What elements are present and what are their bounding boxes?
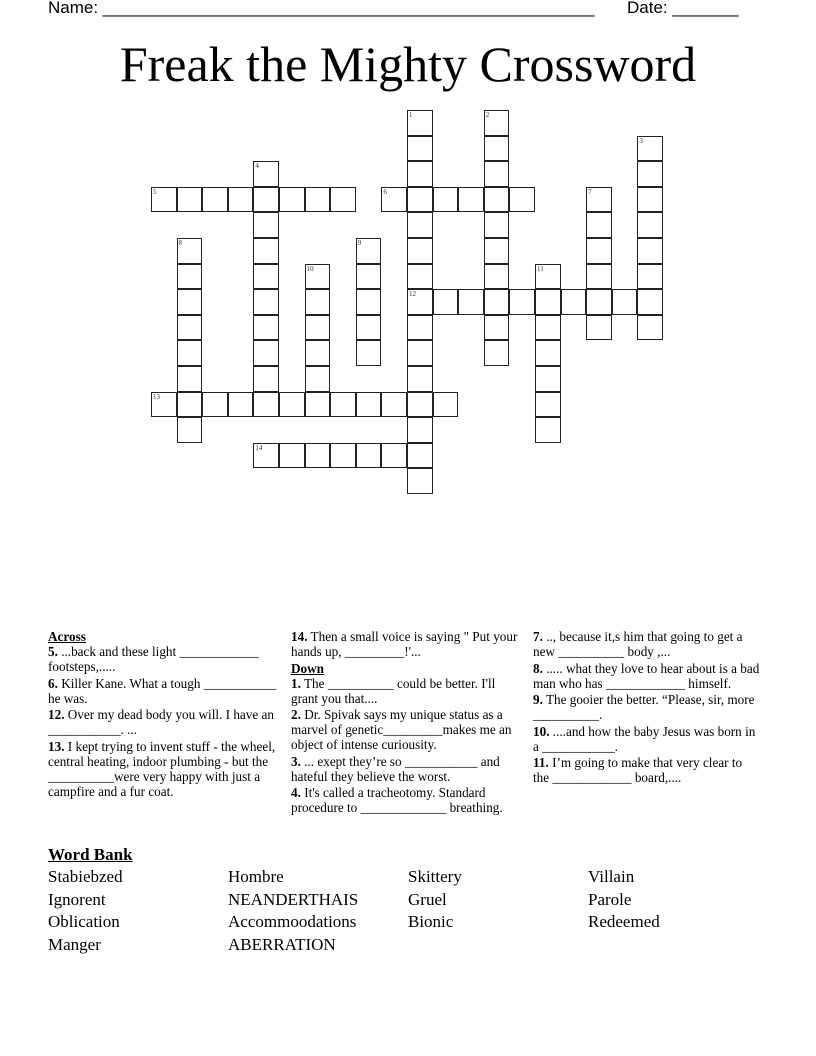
clue-text: Over my dead body you will. I have an ___________. ... bbox=[48, 707, 274, 737]
across-heading: Across bbox=[48, 629, 86, 644]
crossword-cell[interactable] bbox=[305, 443, 331, 469]
clues-column-1 bbox=[48, 629, 280, 800]
clue-number-label: 14 bbox=[255, 443, 263, 452]
word-bank-word: Bionic bbox=[408, 912, 454, 932]
crossword-cell[interactable] bbox=[253, 289, 279, 315]
crossword-cell[interactable] bbox=[356, 289, 382, 315]
crossword-cell[interactable] bbox=[586, 187, 612, 213]
crossword-cell[interactable] bbox=[305, 289, 331, 315]
crossword-cell[interactable] bbox=[407, 110, 433, 136]
crossword-cell[interactable] bbox=[381, 392, 407, 418]
clue-number: 1. bbox=[291, 675, 301, 691]
word-bank-word: Manger bbox=[48, 934, 101, 954]
word-bank-word: Stabiebzed bbox=[48, 867, 123, 886]
name-field[interactable]: Name: ____________________________________________________ bbox=[48, 0, 595, 17]
crossword-cell[interactable] bbox=[407, 212, 433, 238]
crossword-cell[interactable] bbox=[356, 340, 382, 366]
crossword-cell[interactable] bbox=[407, 417, 433, 443]
crossword-cell[interactable] bbox=[586, 238, 612, 264]
word-bank-word: Oblication bbox=[48, 912, 120, 932]
down-heading: Down bbox=[291, 660, 324, 676]
crossword-cell[interactable] bbox=[484, 161, 510, 187]
clue-number-label: 8 bbox=[178, 239, 183, 247]
word-bank-word: Ignorent bbox=[48, 889, 106, 909]
word-bank-word: NEANDERTHAIS bbox=[228, 889, 359, 909]
clue-number: 6. bbox=[48, 675, 58, 691]
clue-number: 4. bbox=[291, 785, 301, 800]
clues-column-2 bbox=[291, 629, 525, 817]
crossword-cell[interactable] bbox=[305, 264, 331, 290]
crossword-cell[interactable] bbox=[177, 238, 203, 264]
clue-number-label: 6 bbox=[383, 187, 387, 196]
clue-across-14 bbox=[291, 629, 525, 659]
clue-number-label: 10 bbox=[306, 264, 314, 273]
clue-down-3 bbox=[291, 754, 525, 784]
clue-number-label: 2 bbox=[485, 111, 490, 119]
crossword-cell[interactable] bbox=[586, 264, 612, 290]
crossword-cell[interactable] bbox=[535, 264, 561, 290]
clue-text: The __________ could be better. I'll grant you that.... bbox=[291, 675, 496, 706]
crossword-cell[interactable] bbox=[484, 212, 510, 238]
clue-number: 12. bbox=[48, 707, 65, 722]
crossword-cell[interactable] bbox=[253, 264, 279, 290]
crossword-cell[interactable] bbox=[305, 340, 331, 366]
crossword-cell[interactable] bbox=[330, 187, 356, 213]
crossword-cell[interactable] bbox=[381, 187, 407, 213]
crossword-cell[interactable] bbox=[407, 340, 433, 366]
word-bank-word: Redeemed bbox=[588, 912, 660, 932]
crossword-cell[interactable] bbox=[407, 392, 433, 418]
crossword-cell[interactable] bbox=[484, 340, 510, 366]
crossword-cell[interactable] bbox=[177, 366, 203, 392]
crossword-cell[interactable] bbox=[305, 366, 331, 392]
crossword-cell[interactable] bbox=[279, 187, 305, 213]
crossword-cell[interactable] bbox=[177, 187, 203, 213]
crossword-cell[interactable] bbox=[433, 392, 459, 418]
clue-across-6 bbox=[48, 676, 280, 706]
clue-text: Dr. Spivak says my unique status as a marvel of genetic_________makes me an object of intense curiousity. bbox=[291, 707, 512, 752]
crossword-cell[interactable] bbox=[586, 315, 612, 341]
clue-number: 8. bbox=[533, 660, 543, 676]
crossword-cell[interactable] bbox=[484, 264, 510, 290]
clue-text: ... exept they’re so ___________ and hateful they believe the worst. bbox=[291, 753, 500, 784]
clue-across-12 bbox=[48, 707, 280, 737]
clue-text: ....and how the baby Jesus was born in a ___________. bbox=[533, 723, 756, 754]
crossword-cell[interactable] bbox=[407, 264, 433, 290]
crossword-cell[interactable] bbox=[637, 264, 663, 290]
crossword-cell[interactable] bbox=[177, 417, 203, 443]
clue-text: ...back and these light ____________ footsteps,..... bbox=[48, 644, 259, 674]
clue-down-2 bbox=[291, 707, 525, 752]
clue-text: It's called a tracheotomy. Standard procedure to _____________ breathing. bbox=[291, 785, 503, 815]
clue-number: 5. bbox=[48, 644, 58, 659]
crossword-cell[interactable] bbox=[458, 187, 484, 213]
crossword-cell[interactable] bbox=[484, 187, 510, 213]
clue-down-9 bbox=[533, 692, 761, 722]
crossword-cell[interactable] bbox=[253, 340, 279, 366]
crossword-cell[interactable] bbox=[612, 289, 638, 315]
crossword-cell[interactable] bbox=[279, 443, 305, 469]
crossword-cell[interactable] bbox=[637, 289, 663, 315]
crossword-cell[interactable] bbox=[177, 264, 203, 290]
crossword-cell[interactable] bbox=[561, 289, 587, 315]
crossword-cell[interactable] bbox=[253, 315, 279, 341]
clue-number-label: 13 bbox=[153, 392, 160, 401]
clue-down-11 bbox=[533, 755, 761, 785]
clue-text: I kept trying to invent stuff - the wheel, central heating, indoor plumbing - but the __________were very happy with just a campfire and a fur coat. bbox=[48, 738, 276, 799]
crossword-cell[interactable] bbox=[433, 289, 459, 315]
word-bank-word: Hombre bbox=[228, 867, 284, 886]
crossword-cell[interactable] bbox=[356, 264, 382, 290]
crossword-cell[interactable] bbox=[637, 238, 663, 264]
crossword-cell[interactable] bbox=[253, 238, 279, 264]
crossword-cell[interactable] bbox=[279, 392, 305, 418]
clue-text: Then a small voice is saying " Put your hands up, _________!'... bbox=[291, 629, 518, 659]
clue-down-8 bbox=[533, 661, 761, 691]
crossword-cell[interactable] bbox=[228, 392, 254, 418]
crossword-cell[interactable] bbox=[381, 443, 407, 469]
clue-number: 7. bbox=[533, 629, 543, 644]
crossword-cell[interactable] bbox=[637, 136, 663, 162]
word-bank-word: Parole bbox=[588, 889, 632, 909]
crossword-cell[interactable] bbox=[177, 315, 203, 341]
clue-number-label: 12 bbox=[409, 290, 416, 299]
crossword-cell[interactable] bbox=[305, 315, 331, 341]
crossword-cell[interactable] bbox=[407, 289, 433, 315]
word-bank-word: Accommoodations bbox=[228, 912, 357, 932]
crossword-cell[interactable] bbox=[330, 392, 356, 418]
crossword-cell[interactable] bbox=[637, 187, 663, 213]
crossword-cell[interactable] bbox=[253, 392, 279, 418]
clue-down-1 bbox=[291, 676, 525, 706]
crossword-cell[interactable] bbox=[586, 212, 612, 238]
clue-number: 3. bbox=[291, 753, 301, 769]
clue-text: The gooier the better. “Please, sir, more __________. bbox=[533, 692, 755, 722]
crossword-cell[interactable] bbox=[407, 443, 433, 469]
page-title: Freak the Mighty Crossword bbox=[119, 36, 697, 92]
crossword-cell[interactable] bbox=[407, 238, 433, 264]
clue-number: 9. bbox=[533, 692, 543, 707]
crossword-grid bbox=[0, 0, 816, 520]
word-bank-word: ABERRATION bbox=[228, 934, 336, 954]
crossword-cell[interactable] bbox=[637, 212, 663, 238]
clue-down-4 bbox=[291, 785, 525, 815]
clue-number: 10. bbox=[533, 723, 550, 739]
crossword-cell[interactable] bbox=[253, 443, 279, 469]
crossword-cell[interactable] bbox=[535, 289, 561, 315]
date-field[interactable]: Date: _______ bbox=[627, 0, 739, 17]
crossword-cell[interactable] bbox=[305, 187, 331, 213]
crossword-cell[interactable] bbox=[253, 161, 279, 187]
clue-text: ..... what they love to hear about is a bad man who has ____________ himself. bbox=[533, 660, 760, 691]
crossword-cell[interactable] bbox=[484, 238, 510, 264]
crossword-cell[interactable] bbox=[433, 187, 459, 213]
crossword-cell[interactable] bbox=[305, 392, 331, 418]
crossword-cell[interactable] bbox=[535, 315, 561, 341]
crossword-cell[interactable] bbox=[151, 392, 177, 418]
crossword-cell[interactable] bbox=[253, 212, 279, 238]
crossword-cell[interactable] bbox=[253, 366, 279, 392]
crossword-cell[interactable] bbox=[151, 187, 177, 213]
crossword-cell[interactable] bbox=[407, 315, 433, 341]
word-bank-word: Skittery bbox=[408, 867, 462, 886]
clue-down-10 bbox=[533, 724, 761, 754]
crossword-cell[interactable] bbox=[407, 366, 433, 392]
clue-number-label: 3 bbox=[639, 136, 643, 145]
crossword-cell[interactable] bbox=[535, 366, 561, 392]
crossword-cell[interactable] bbox=[484, 315, 510, 341]
crossword-cell[interactable] bbox=[484, 136, 510, 162]
crossword-cell[interactable] bbox=[407, 187, 433, 213]
clue-number-label: 9 bbox=[357, 239, 362, 247]
clue-number: 11. bbox=[533, 755, 549, 770]
crossword-cell[interactable] bbox=[407, 161, 433, 187]
word-bank-word: Gruel bbox=[408, 889, 447, 909]
clue-number: 2. bbox=[291, 707, 301, 722]
crossword-cell[interactable] bbox=[484, 110, 510, 136]
crossword-cell[interactable] bbox=[484, 289, 510, 315]
crossword-cell[interactable] bbox=[330, 443, 356, 469]
crossword-cell[interactable] bbox=[509, 187, 535, 213]
crossword-cell[interactable] bbox=[202, 187, 228, 213]
clue-across-13 bbox=[48, 739, 280, 799]
crossword-cell[interactable] bbox=[535, 392, 561, 418]
crossword-cell[interactable] bbox=[177, 289, 203, 315]
clue-number: 14. bbox=[291, 629, 308, 644]
word-bank bbox=[48, 845, 768, 954]
clue-number-label: 11 bbox=[537, 264, 544, 273]
word-bank-word: Villain bbox=[588, 867, 635, 886]
clue-text: Killer Kane. What a tough ___________ he was. bbox=[48, 675, 277, 706]
crossword-cell[interactable] bbox=[637, 161, 663, 187]
clue-number-label: 4 bbox=[255, 162, 259, 171]
crossword-cell[interactable] bbox=[637, 315, 663, 341]
clue-across-5 bbox=[48, 644, 280, 674]
crossword-cell[interactable] bbox=[535, 417, 561, 443]
crossword-cell[interactable] bbox=[228, 187, 254, 213]
clue-down-7 bbox=[533, 629, 761, 659]
clue-number-label: 1 bbox=[409, 111, 413, 119]
crossword-cell[interactable] bbox=[177, 392, 203, 418]
crossword-cell[interactable] bbox=[356, 315, 382, 341]
crossword-cell[interactable] bbox=[202, 392, 228, 418]
clue-number-label: 5 bbox=[153, 187, 157, 196]
clue-number-label: 7 bbox=[588, 187, 592, 196]
clue-text: I’m going to make that very clear to the ____________ board,.... bbox=[533, 755, 743, 785]
clue-text: .., because it,s him that going to get a new __________ body ,... bbox=[533, 629, 743, 659]
crossword-cell[interactable] bbox=[586, 289, 612, 315]
crossword-cell[interactable] bbox=[356, 443, 382, 469]
crossword-cell[interactable] bbox=[177, 340, 203, 366]
crossword-cell[interactable] bbox=[356, 238, 382, 264]
crossword-cell[interactable] bbox=[356, 392, 382, 418]
crossword-cell[interactable] bbox=[407, 136, 433, 162]
clues-column-3 bbox=[533, 629, 761, 787]
crossword-cell[interactable] bbox=[535, 340, 561, 366]
crossword-cell[interactable] bbox=[458, 289, 484, 315]
crossword-cell[interactable] bbox=[509, 289, 535, 315]
word-bank-title: Word Bank bbox=[48, 845, 133, 864]
clue-number: 13. bbox=[48, 738, 65, 754]
crossword-cell[interactable] bbox=[407, 468, 433, 494]
crossword-cell[interactable] bbox=[253, 187, 279, 213]
